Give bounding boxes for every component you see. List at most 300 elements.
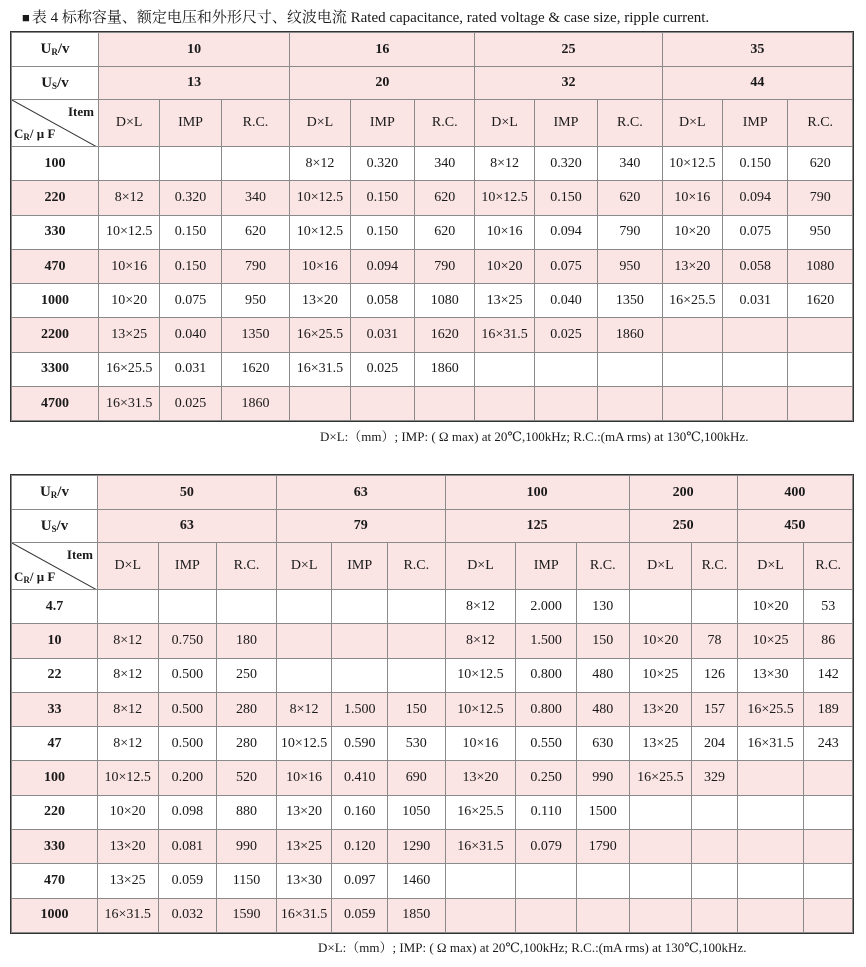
table-cell: 0.120 (332, 830, 388, 864)
table-cell: 150 (576, 624, 629, 658)
column-header: R.C. (598, 100, 662, 147)
capacitance-value: 470 (12, 864, 98, 898)
surge-voltage-63: 63 (97, 510, 276, 543)
table-row (12, 727, 853, 761)
column-header: D×L (276, 543, 332, 590)
table-cell: 0.075 (534, 249, 597, 283)
capacitance-value: 4700 (12, 387, 99, 421)
table-cell: 16×31.5 (290, 352, 350, 386)
table-cell: 1620 (415, 318, 475, 352)
cr-label-unit: / μ F (29, 126, 56, 141)
table-cell: 16×31.5 (445, 830, 516, 864)
table-cell: 13×20 (97, 830, 158, 864)
table-cell: 329 (692, 761, 737, 795)
table-cell: 13×30 (737, 658, 804, 692)
table-cell: 157 (692, 692, 737, 726)
table-row (12, 318, 853, 352)
table-cell: 1080 (415, 284, 475, 318)
rated-voltage-50: 50 (97, 476, 276, 510)
table-cell: 0.150 (534, 181, 597, 215)
table-cell: 620 (221, 215, 290, 249)
table-cell (629, 898, 692, 932)
table-cell: 950 (788, 215, 853, 249)
column-header: R.C. (804, 543, 853, 590)
table-cell: 1.500 (332, 692, 388, 726)
us-label-unit: /v (57, 74, 69, 91)
capacitance-value: 47 (12, 727, 98, 761)
table-cell (217, 590, 277, 624)
table-cell: 13×30 (276, 864, 332, 898)
table-cell: 280 (217, 727, 277, 761)
table-cell: 0.750 (158, 624, 217, 658)
surge-voltage-row (12, 510, 853, 543)
table-cell: 280 (217, 692, 277, 726)
table-cell: 150 (387, 692, 445, 726)
capacitance-value: 1000 (12, 284, 99, 318)
table-cell: 0.059 (332, 898, 388, 932)
table-cell: 16×25.5 (98, 352, 159, 386)
table-cell (415, 387, 475, 421)
table-cell: 990 (217, 830, 277, 864)
table-cell: 0.250 (516, 761, 577, 795)
table-cell: 10×25 (629, 658, 692, 692)
table-cell: 16×31.5 (98, 387, 159, 421)
table-cell (804, 795, 853, 829)
capacitance-label (14, 569, 55, 585)
table-cell: 8×12 (98, 181, 159, 215)
capacitance-value: 100 (12, 761, 98, 795)
table-row (12, 624, 853, 658)
table-cell (598, 387, 662, 421)
table-cell (788, 387, 853, 421)
table-cell: 16×25.5 (445, 795, 516, 829)
table-cell: 0.800 (516, 658, 577, 692)
table-cell (516, 864, 577, 898)
table-cell: 1.500 (516, 624, 577, 658)
table-cell: 13×25 (98, 318, 159, 352)
capacitance-value: 1000 (12, 898, 98, 932)
square-bullet-icon: ■ (22, 10, 30, 25)
table-cell: 78 (692, 624, 737, 658)
table-cell: 0.031 (722, 284, 787, 318)
column-header: D×L (98, 100, 159, 147)
table-cell: 1620 (221, 352, 290, 386)
table-cell (737, 898, 804, 932)
ur-label-unit: /v (57, 484, 69, 500)
table-cell: 10×16 (475, 215, 534, 249)
table-cell (475, 352, 534, 386)
table-cell (692, 830, 737, 864)
table-cell: 8×12 (445, 590, 516, 624)
rated-voltage-25: 25 (475, 33, 662, 67)
table-cell: 0.040 (160, 318, 221, 352)
table-cell: 340 (598, 147, 662, 181)
capacitance-value: 3300 (12, 352, 99, 386)
rated-voltage-row (12, 476, 853, 510)
table-cell: 13×20 (629, 692, 692, 726)
table-cell (804, 898, 853, 932)
spec-table-1 (11, 32, 853, 421)
table-cell (804, 761, 853, 795)
table-cell (387, 590, 445, 624)
capacitance-value: 220 (12, 181, 99, 215)
column-header: IMP (534, 100, 597, 147)
table-cell: 0.058 (722, 249, 787, 283)
table-cell: 0.098 (158, 795, 217, 829)
table-cell: 0.079 (516, 830, 577, 864)
column-header-row (12, 100, 853, 147)
table-cell (445, 898, 516, 932)
table-cell (290, 387, 350, 421)
table-cell (98, 147, 159, 181)
capacitance-value: 220 (12, 795, 98, 829)
table-cell: 0.025 (534, 318, 597, 352)
table-cell (662, 387, 722, 421)
column-header: IMP (516, 543, 577, 590)
table-cell: 1850 (387, 898, 445, 932)
table-cell (332, 590, 388, 624)
table-cell: 13×25 (475, 284, 534, 318)
surge-voltage-13: 13 (98, 67, 289, 100)
column-header: D×L (290, 100, 350, 147)
caption-text: 表 4 标称容量、额定电压和外形尺寸、纹波电流 Rated capacitance, rated voltage & case size, ripple current. (31, 10, 710, 26)
surge-voltage-450: 450 (737, 510, 852, 543)
table-2-footnote: D×L:（mm）; IMP: ( Ω max) at 20℃,100kHz; R.C.:(mA rms) at 130℃,100kHz. (318, 940, 747, 955)
table-cell: 13×25 (629, 727, 692, 761)
table-cell (692, 898, 737, 932)
item-capacitance-header (12, 100, 99, 147)
column-header: D×L (662, 100, 722, 147)
column-header: D×L (97, 543, 158, 590)
surge-voltage-250: 250 (629, 510, 737, 543)
rated-voltage-63: 63 (276, 476, 445, 510)
table-cell: 0.150 (350, 181, 414, 215)
table-cell: 10×12.5 (97, 761, 158, 795)
table-cell: 1860 (221, 387, 290, 421)
table-cell: 1350 (221, 318, 290, 352)
table-cell (576, 864, 629, 898)
column-header: IMP (160, 100, 221, 147)
surge-voltage-20: 20 (290, 67, 475, 100)
capacitance-value: 100 (12, 147, 99, 181)
table-row (12, 215, 853, 249)
column-header: R.C. (415, 100, 475, 147)
table-cell: 530 (387, 727, 445, 761)
table-cell: 16×31.5 (475, 318, 534, 352)
table-cell: 0.500 (158, 658, 217, 692)
table-cell (722, 352, 787, 386)
table-cell (445, 864, 516, 898)
table-cell: 0.075 (722, 215, 787, 249)
table-cell: 0.160 (332, 795, 388, 829)
ur-label-unit: /v (57, 41, 70, 57)
table-row (12, 795, 853, 829)
table-cell (737, 795, 804, 829)
table-cell: 180 (217, 624, 277, 658)
capacitance-value: 4.7 (12, 590, 98, 624)
table-cell: 126 (692, 658, 737, 692)
table-cell: 16×31.5 (276, 898, 332, 932)
table-cell (158, 590, 217, 624)
table-cell (598, 352, 662, 386)
table-cell (332, 658, 388, 692)
table-cell: 630 (576, 727, 629, 761)
table-caption (22, 6, 709, 27)
table-cell: 0.410 (332, 761, 388, 795)
table-cell (387, 658, 445, 692)
table-cell: 340 (221, 181, 290, 215)
table-cell: 620 (415, 181, 475, 215)
us-label (12, 67, 99, 100)
column-header: D×L (629, 543, 692, 590)
capacitance-value: 330 (12, 830, 98, 864)
capacitance-label (14, 126, 55, 142)
cr-label-sub: R (23, 575, 30, 585)
capacitance-value: 33 (12, 692, 98, 726)
table-cell: 16×25.5 (662, 284, 722, 318)
table-cell: 0.094 (534, 215, 597, 249)
table-cell: 0.590 (332, 727, 388, 761)
surge-voltage-row (12, 67, 853, 100)
column-header: IMP (158, 543, 217, 590)
table-cell (692, 864, 737, 898)
table-cell (276, 658, 332, 692)
table-cell: 16×25.5 (629, 761, 692, 795)
table-cell: 243 (804, 727, 853, 761)
table-cell: 13×25 (97, 864, 158, 898)
table-cell (221, 147, 290, 181)
table-cell: 10×20 (662, 215, 722, 249)
table-cell: 790 (788, 181, 853, 215)
table-cell: 0.032 (158, 898, 217, 932)
table-cell (737, 864, 804, 898)
table-cell (804, 830, 853, 864)
cr-label-main: C (14, 126, 24, 141)
table-cell: 10×12.5 (662, 147, 722, 181)
surge-voltage-32: 32 (475, 67, 662, 100)
table-row (12, 147, 853, 181)
table-cell: 1460 (387, 864, 445, 898)
table-cell: 10×12.5 (445, 658, 516, 692)
table-row (12, 761, 853, 795)
table-cell: 1860 (415, 352, 475, 386)
table-cell: 16×25.5 (737, 692, 804, 726)
table-cell: 0.110 (516, 795, 577, 829)
table-cell: 620 (788, 147, 853, 181)
table-cell: 13×25 (276, 830, 332, 864)
column-header: IMP (350, 100, 414, 147)
table-cell: 250 (217, 658, 277, 692)
table-cell: 620 (598, 181, 662, 215)
us-label-sub: S (52, 80, 58, 91)
table-cell: 0.500 (158, 727, 217, 761)
table-cell: 0.097 (332, 864, 388, 898)
capacitance-value: 470 (12, 249, 99, 283)
table-cell: 10×12.5 (290, 215, 350, 249)
rated-voltage-200: 200 (629, 476, 737, 510)
table-cell: 1590 (217, 898, 277, 932)
table-row (12, 898, 853, 932)
cr-label-sub: R (23, 132, 30, 142)
table-cell: 0.075 (160, 284, 221, 318)
table-cell: 0.320 (534, 147, 597, 181)
table-cell: 0.025 (160, 387, 221, 421)
table-cell: 204 (692, 727, 737, 761)
table-cell (387, 624, 445, 658)
table-row (12, 181, 853, 215)
table-cell: 16×25.5 (290, 318, 350, 352)
column-header: IMP (722, 100, 787, 147)
table-cell: 10×16 (98, 249, 159, 283)
table-cell: 10×20 (629, 624, 692, 658)
table-cell: 340 (415, 147, 475, 181)
column-header: D×L (737, 543, 804, 590)
table-cell: 1290 (387, 830, 445, 864)
table-cell: 0.150 (722, 147, 787, 181)
table-cell: 0.025 (350, 352, 414, 386)
table-cell (662, 318, 722, 352)
table-cell (722, 387, 787, 421)
table-cell: 8×12 (290, 147, 350, 181)
table-cell: 0.500 (158, 692, 217, 726)
table-cell: 13×20 (445, 761, 516, 795)
table-row (12, 387, 853, 421)
table-cell (737, 830, 804, 864)
table-cell: 1080 (788, 249, 853, 283)
table-1-footnote: D×L:（mm）; IMP: ( Ω max) at 20℃,100kHz; R.C.:(mA rms) at 130℃,100kHz. (320, 429, 749, 444)
cr-label-unit: / μ F (29, 569, 56, 584)
table-row (12, 692, 853, 726)
table-cell: 8×12 (475, 147, 534, 181)
column-header: D×L (445, 543, 516, 590)
table-cell (788, 318, 853, 352)
table-cell: 0.040 (534, 284, 597, 318)
ur-label-main: U (39, 484, 51, 500)
column-header: R.C. (576, 543, 629, 590)
table-cell (692, 590, 737, 624)
table-cell: 480 (576, 692, 629, 726)
column-header: D×L (475, 100, 534, 147)
ur-label-main: U (40, 41, 52, 57)
us-label-main: U (40, 517, 52, 534)
spec-table-2 (11, 475, 853, 933)
us-label-main: U (41, 74, 53, 91)
table-cell: 0.320 (160, 181, 221, 215)
rated-voltage-100: 100 (445, 476, 629, 510)
table-cell: 8×12 (97, 727, 158, 761)
rated-voltage-16: 16 (290, 33, 475, 67)
table-cell (629, 795, 692, 829)
table-cell: 10×12.5 (276, 727, 332, 761)
table-cell: 10×25 (737, 624, 804, 658)
table-cell: 0.800 (516, 692, 577, 726)
table-cell: 10×20 (475, 249, 534, 283)
table-cell: 10×12.5 (290, 181, 350, 215)
table-cell (534, 352, 597, 386)
ur-label-sub: R (50, 490, 58, 500)
item-label: Item (67, 104, 94, 119)
ur-label-sub: R (51, 47, 58, 57)
table-cell: 1620 (788, 284, 853, 318)
table-cell: 0.320 (350, 147, 414, 181)
table-cell: 10×16 (276, 761, 332, 795)
table-cell (737, 761, 804, 795)
table-row (12, 284, 853, 318)
table-cell (276, 624, 332, 658)
us-label-sub: S (51, 523, 57, 534)
table-cell (662, 352, 722, 386)
table-cell: 8×12 (276, 692, 332, 726)
table-cell (804, 864, 853, 898)
table-cell: 950 (598, 249, 662, 283)
surge-voltage-125: 125 (445, 510, 629, 543)
ur-label (12, 33, 99, 67)
table-cell: 53 (804, 590, 853, 624)
table-cell (788, 352, 853, 386)
column-header: IMP (332, 543, 388, 590)
table-cell (629, 864, 692, 898)
table-cell: 480 (576, 658, 629, 692)
table-cell: 790 (221, 249, 290, 283)
table-cell (475, 387, 534, 421)
capacitance-value: 2200 (12, 318, 99, 352)
table-cell: 0.150 (350, 215, 414, 249)
column-header: R.C. (221, 100, 290, 147)
rated-voltage-row (12, 33, 853, 67)
table-row (12, 830, 853, 864)
table-row (12, 590, 853, 624)
table-cell: 0.150 (160, 215, 221, 249)
table-cell: 13×20 (276, 795, 332, 829)
table-cell: 16×31.5 (737, 727, 804, 761)
surge-voltage-79: 79 (276, 510, 445, 543)
table-cell: 10×20 (97, 795, 158, 829)
table-cell: 10×12.5 (445, 692, 516, 726)
table-cell: 10×12.5 (475, 181, 534, 215)
table-cell: 1500 (576, 795, 629, 829)
table-cell: 0.094 (350, 249, 414, 283)
item-label: Item (66, 547, 93, 562)
table-cell: 10×20 (98, 284, 159, 318)
table-cell (97, 590, 158, 624)
table-cell (692, 795, 737, 829)
table-cell: 10×20 (737, 590, 804, 624)
table-cell: 1860 (598, 318, 662, 352)
table-cell: 0.058 (350, 284, 414, 318)
capacitance-value: 22 (12, 658, 98, 692)
table-cell: 690 (387, 761, 445, 795)
table-row (12, 864, 853, 898)
table-row (12, 352, 853, 386)
column-header-row (12, 543, 853, 590)
rated-voltage-35: 35 (662, 33, 852, 67)
table-cell: 16×31.5 (97, 898, 158, 932)
table-cell: 0.094 (722, 181, 787, 215)
cr-label-main: C (14, 569, 24, 584)
table-cell: 620 (415, 215, 475, 249)
table-cell: 790 (598, 215, 662, 249)
table-cell: 8×12 (97, 658, 158, 692)
table-row (12, 658, 853, 692)
table-cell: 1050 (387, 795, 445, 829)
table-cell (576, 898, 629, 932)
rated-voltage-400: 400 (737, 476, 852, 510)
table-cell: 0.059 (158, 864, 217, 898)
ur-label (12, 476, 98, 510)
table-cell: 8×12 (445, 624, 516, 658)
table-cell (722, 318, 787, 352)
rated-voltage-10: 10 (98, 33, 289, 67)
